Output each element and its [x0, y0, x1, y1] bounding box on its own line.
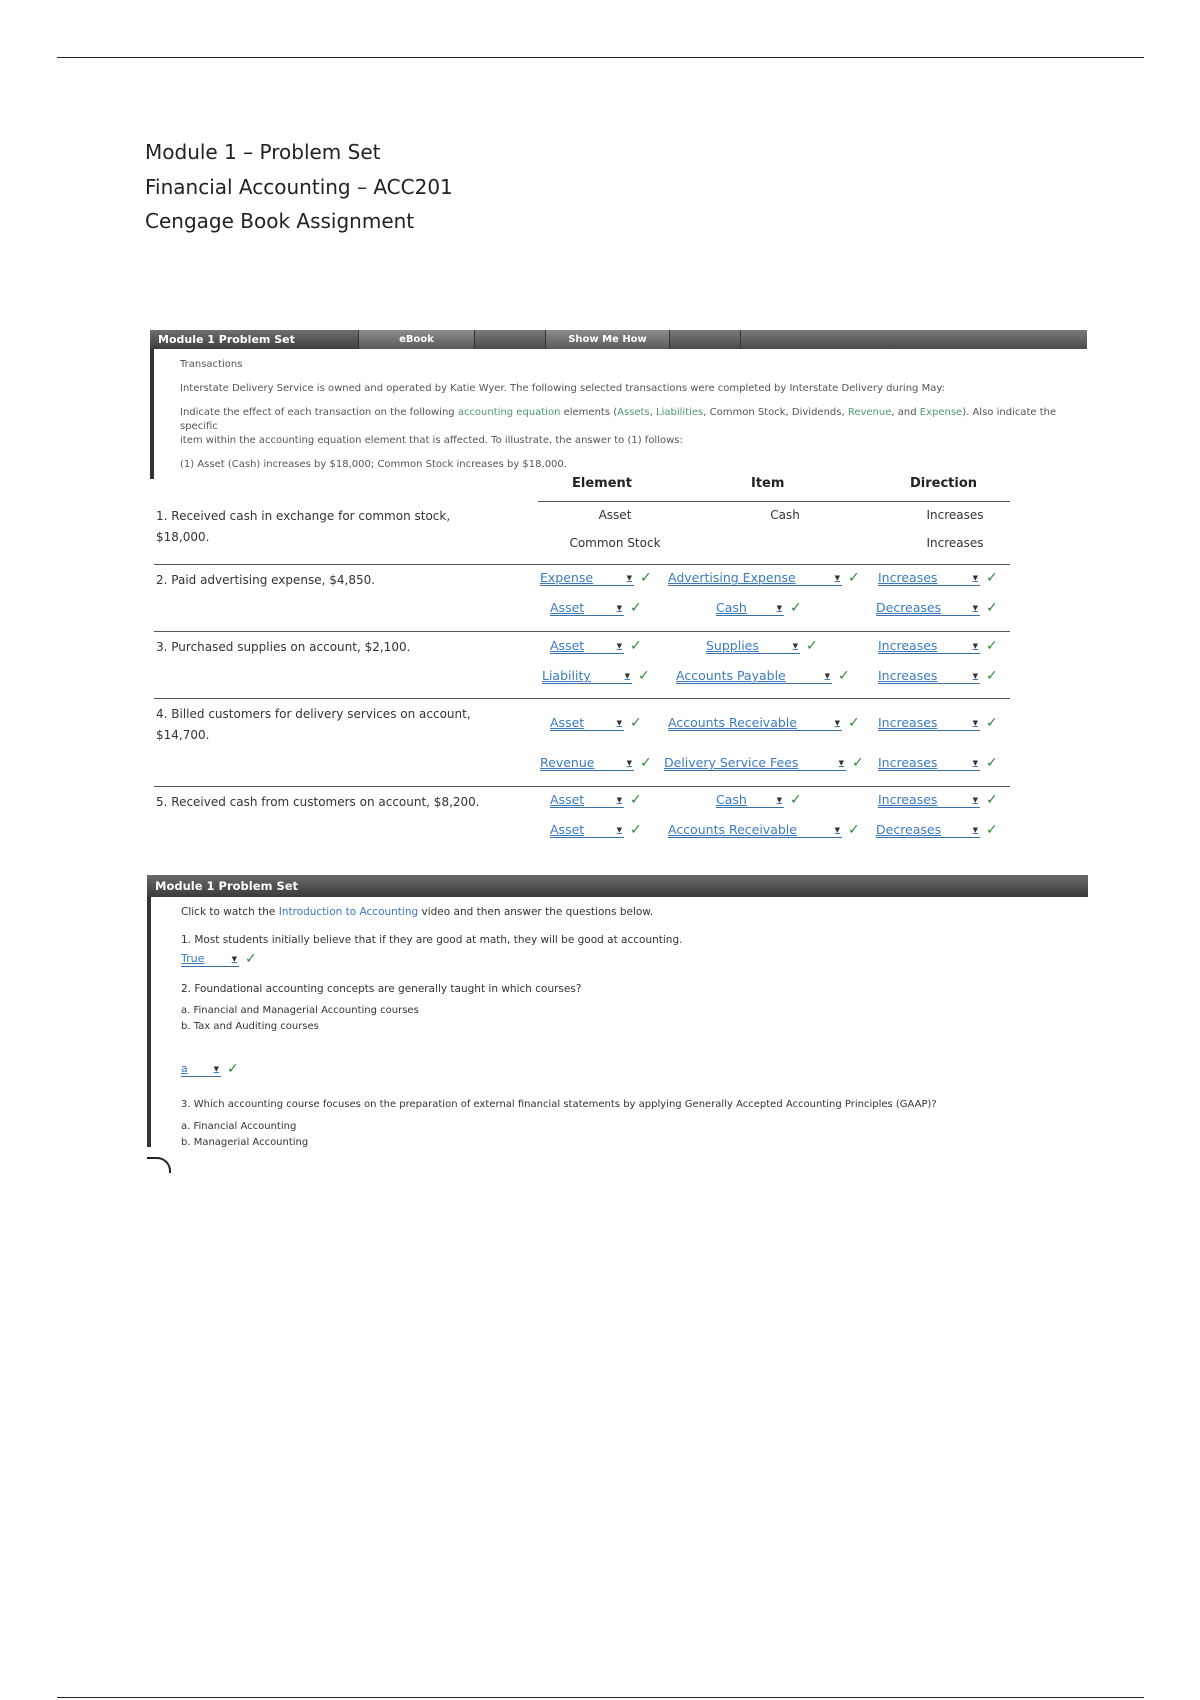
check-icon: ✓ [790, 792, 802, 808]
check-icon: ✓ [630, 715, 642, 731]
check-icon: ✓ [986, 792, 998, 808]
header-element: Element [572, 476, 632, 491]
check-icon: ✓ [630, 792, 642, 808]
transaction-4-desc: 4. Billed customers for delivery services on account, $14,700. [156, 707, 471, 742]
problem-set-panel [150, 330, 1087, 470]
q3-option-a: a. Financial Accounting [181, 1121, 297, 1132]
check-icon: ✓ [986, 638, 998, 654]
document-header [145, 140, 453, 244]
t5-direction-2-select[interactable]: Decreases ▼ ✓ [876, 822, 998, 838]
intro-text: Click to watch the Introduction to Accounting video and then answer the questions below. [181, 906, 654, 918]
problem-set-panel-2 [147, 875, 1088, 1170]
t4-element-2-select[interactable]: Revenue ▼ ✓ [540, 755, 652, 771]
check-icon: ✓ [630, 600, 642, 616]
t3-direction-2-select[interactable]: Increases ▼ ✓ [878, 668, 998, 684]
t5-item-1-select[interactable]: Cash ▼ ✓ [716, 792, 802, 808]
section-heading: Transactions [180, 359, 243, 370]
check-icon: ✓ [630, 822, 642, 838]
revenue-link[interactable]: Revenue [847, 407, 892, 418]
check-icon: ✓ [245, 951, 257, 967]
t4-direction-1-select[interactable]: Increases ▼ ✓ [878, 715, 998, 731]
instructions-text: Indicate the effect of each transaction on the following accounting equation elements (Assets, Liabilities, Common Stock, Dividends, Revenue, and Expense). Also indicate the specific item within the accounting equation element that is affected. To illustrate, the answer to (1) follows: [180, 407, 1057, 446]
t2-direction-1-select[interactable]: Increases ▼ ✓ [878, 570, 998, 586]
question-3: 3. Which accounting course focuses on the preparation of external financial statements by applying Generally Accepted Accounting Principles (GAAP)? [181, 1099, 937, 1110]
check-icon: ✓ [630, 638, 642, 654]
t1-direction-2: Increases [926, 536, 984, 550]
header-item: Item [751, 476, 785, 491]
check-icon: ✓ [848, 822, 860, 838]
t1-direction-1: Increases [926, 508, 984, 522]
check-icon: ✓ [986, 668, 998, 684]
panel-title-bar [150, 330, 1087, 349]
question-1: 1. Most students initially believe that if they are good at math, they will be good at accounting. [181, 934, 683, 946]
check-icon: ✓ [986, 715, 998, 731]
t1-item-1: Cash [770, 508, 800, 522]
q3-option-b: b. Managerial Accounting [181, 1137, 309, 1148]
t4-element-1-select[interactable]: Asset ▼ ✓ [550, 715, 642, 731]
check-icon: ✓ [848, 570, 860, 586]
t3-element-1-select[interactable]: Asset ▼ ✓ [550, 638, 642, 654]
t4-item-2-select[interactable]: Delivery Service Fees ▼ ✓ [664, 755, 864, 771]
assignment-title: Cengage Book Assignment [145, 209, 415, 233]
check-icon: ✓ [986, 600, 998, 616]
accounting-equation-link[interactable]: accounting equation [457, 407, 561, 418]
t3-element-2-select[interactable]: Liability ▼ ✓ [542, 668, 650, 684]
check-icon: ✓ [227, 1061, 239, 1077]
check-icon: ✓ [640, 755, 652, 771]
t2-item-2-select[interactable]: Cash ▼ ✓ [716, 600, 802, 616]
transaction-2-desc: 2. Paid advertising expense, $4,850. [156, 573, 376, 587]
course-title: Financial Accounting – ACC201 [145, 175, 453, 199]
t2-item-1-select[interactable]: Advertising Expense ▼ ✓ [668, 570, 860, 586]
t2-element-2-select[interactable]: Asset ▼ ✓ [550, 600, 642, 616]
q2-option-a: a. Financial and Managerial Accounting courses [181, 1005, 419, 1016]
t5-direction-1-select[interactable]: Increases ▼ ✓ [878, 792, 998, 808]
panel-title-bar: Module 1 Problem Set [147, 875, 1088, 897]
transaction-3-desc: 3. Purchased supplies on account, $2,100. [156, 640, 411, 654]
t3-direction-1-select[interactable]: Increases ▼ ✓ [878, 638, 998, 654]
check-icon: ✓ [852, 755, 864, 771]
panel-body [150, 349, 1087, 479]
t1-element-2: Common Stock [569, 536, 661, 550]
check-icon: ✓ [838, 668, 850, 684]
t2-element-1-select[interactable]: Expense ▼ ✓ [540, 570, 652, 586]
check-icon: ✓ [986, 755, 998, 771]
q2-option-b: b. Tax and Auditing courses [181, 1021, 319, 1032]
question-2: 2. Foundational accounting concepts are generally taught in which courses? [181, 983, 582, 995]
q2-answer-select[interactable]: a ▼ ✓ [181, 1061, 239, 1077]
t3-item-2-select[interactable]: Accounts Payable ▼ ✓ [676, 668, 850, 684]
transaction-5-desc: 5. Received cash from customers on account, $8,200. [156, 795, 480, 809]
intro-text: Interstate Delivery Service is owned and operated by Katie Wyer. The following selected transactions were completed by Interstate Delivery during May: [180, 383, 945, 394]
check-icon: ✓ [986, 822, 998, 838]
panel-title: Module 1 Problem Set [158, 333, 295, 346]
panel-body [147, 897, 1088, 1147]
check-icon: ✓ [790, 600, 802, 616]
check-icon: ✓ [848, 715, 860, 731]
t2-direction-2-select[interactable]: Decreases ▼ ✓ [876, 600, 998, 616]
check-icon: ✓ [640, 570, 652, 586]
check-icon: ✓ [638, 668, 650, 684]
check-icon: ✓ [806, 638, 818, 654]
t1-element-1: Asset [598, 508, 632, 522]
t4-item-1-select[interactable]: Accounts Receivable ▼ ✓ [668, 715, 860, 731]
intro-video-link[interactable]: Introduction to Accounting [278, 906, 419, 918]
module-title: Module 1 – Problem Set [145, 140, 381, 164]
liabilities-link[interactable]: Liabilities [656, 407, 704, 418]
check-icon: ✓ [986, 570, 998, 586]
top-rule [57, 57, 1144, 58]
t5-element-1-select[interactable]: Asset ▼ ✓ [550, 792, 642, 808]
t5-item-2-select[interactable]: Accounts Receivable ▼ ✓ [668, 822, 860, 838]
expense-link[interactable]: Expense [919, 407, 963, 418]
t5-element-2-select[interactable]: Asset ▼ ✓ [550, 822, 642, 838]
example-text: (1) Asset (Cash) increases by $18,000; Common Stock increases by $18,000. [180, 459, 567, 470]
bottom-rule [57, 1697, 1144, 1698]
panel-corner [147, 1157, 171, 1173]
header-direction: Direction [910, 476, 978, 491]
tab-ebook[interactable]: eBook [358, 330, 474, 349]
tab-show-me-how[interactable]: Show Me How [545, 330, 669, 349]
t3-item-1-select[interactable]: Supplies ▼ ✓ [706, 638, 818, 654]
t4-direction-2-select[interactable]: Increases ▼ ✓ [878, 755, 998, 771]
q1-answer-select[interactable]: True ▼ ✓ [181, 951, 257, 967]
assets-link[interactable]: Assets [617, 407, 650, 418]
transaction-1-desc: 1. Received cash in exchange for common stock, $18,000. [156, 509, 451, 544]
